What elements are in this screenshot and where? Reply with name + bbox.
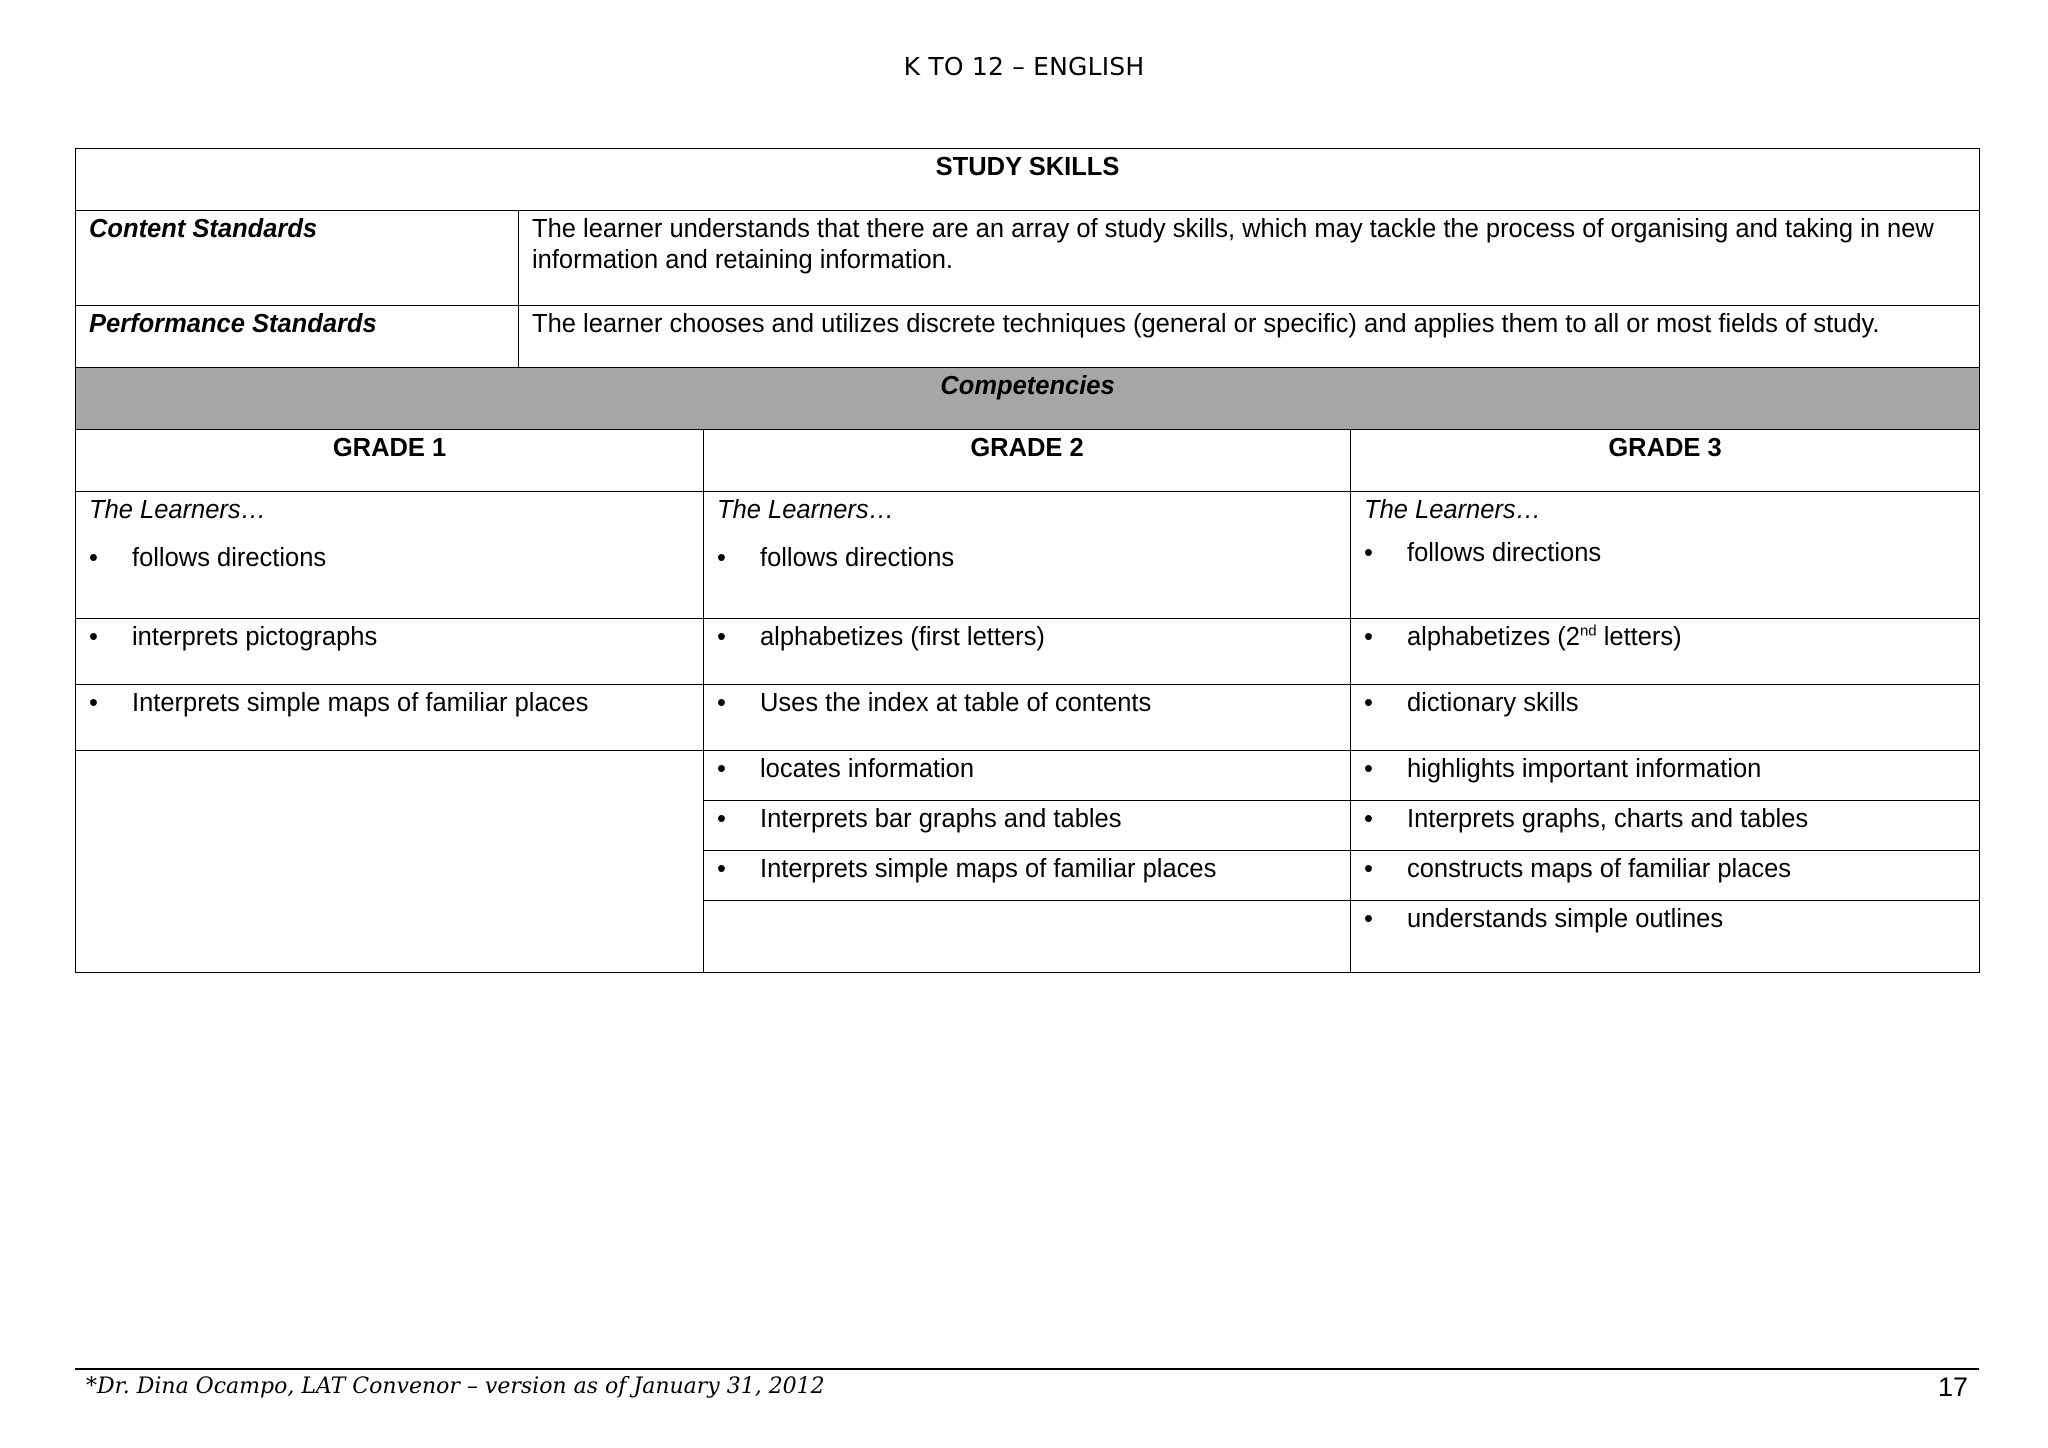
bullet-icon: • — [1364, 689, 1373, 717]
grade-3-cell — [1351, 901, 1980, 973]
grade-1-cell — [76, 685, 704, 751]
list-item — [89, 688, 690, 719]
grade-2-cell — [704, 851, 1351, 901]
learners-intro: The Learners… — [1364, 496, 1542, 524]
list-item — [717, 754, 1337, 785]
performance-standards-text: The learner chooses and utilizes discrete techniques (general or specific) and applies them to all or most fields of study. — [519, 306, 1980, 368]
grade-2-empty-cell — [704, 901, 1351, 973]
content-standards-label: Content Standards — [76, 211, 519, 306]
bullet-icon: • — [1364, 539, 1373, 567]
bullet-icon: • — [89, 623, 98, 651]
list-item — [717, 543, 1337, 574]
performance-standards-row — [76, 306, 1980, 368]
competencies-label: Competencies — [76, 368, 1980, 430]
list-item — [1364, 854, 1966, 885]
list-item-text: understands simple outlines — [1407, 905, 1724, 933]
list-item — [717, 622, 1337, 653]
list-item — [1364, 904, 1966, 935]
grade-3-cell — [1351, 685, 1980, 751]
grade-2-cell — [704, 751, 1351, 801]
page-header: K TO 12 – ENGLISH — [903, 52, 1145, 81]
grade-2-cell — [704, 685, 1351, 751]
table-title-row — [76, 149, 1980, 211]
table-row — [76, 492, 1980, 619]
list-item-text: Uses the index at table of contents — [760, 689, 1152, 717]
list-item-text: constructs maps of familiar places — [1407, 855, 1792, 883]
competencies-row — [76, 368, 1980, 430]
footer-text: *Dr. Dina Ocampo, LAT Convenor – version as of January 31, 2012 — [86, 1374, 825, 1399]
grade-1-cell — [76, 619, 704, 685]
table-title: STUDY SKILLS — [76, 149, 1980, 211]
list-item-text: follows directions — [132, 544, 327, 572]
list-item-text: Interprets bar graphs and tables — [760, 805, 1122, 833]
list-item — [1364, 804, 1966, 835]
list-item-text: follows directions — [1407, 539, 1602, 567]
list-item — [717, 688, 1337, 719]
footer-divider — [75, 1368, 1979, 1370]
table-row — [76, 619, 1980, 685]
content-standards-row — [76, 211, 1980, 306]
list-item-text: follows directions — [760, 544, 955, 572]
content-standards-text: The learner understands that there are an array of study skills, which may tackle the process of organising and taking in new information and retaining information. — [519, 211, 1980, 306]
list-item-text: Interprets graphs, charts and tables — [1407, 805, 1809, 833]
ordinal-suffix: nd — [1579, 622, 1597, 640]
bullet-icon: • — [1364, 623, 1373, 651]
study-skills-table — [75, 148, 1980, 973]
bullet-icon: • — [717, 623, 726, 651]
bullet-icon: • — [717, 544, 726, 572]
page-number: 17 — [1937, 1372, 1968, 1402]
bullet-icon: • — [1364, 755, 1373, 783]
grade-2-cell — [704, 619, 1351, 685]
learners-intro: The Learners… — [89, 496, 267, 524]
list-item — [89, 543, 690, 574]
grade-3-cell — [1351, 619, 1980, 685]
list-item-text: Interprets simple maps of familiar places — [132, 689, 589, 717]
grade-3-cell — [1351, 851, 1980, 901]
grade-3-cell — [1351, 801, 1980, 851]
grade-2-cell — [704, 492, 1351, 619]
bullet-icon: • — [89, 544, 98, 572]
grade-3-header: GRADE 3 — [1351, 430, 1980, 492]
grade-2-header: GRADE 2 — [704, 430, 1351, 492]
list-item — [89, 622, 690, 653]
list-item — [1364, 622, 1966, 653]
list-item — [717, 804, 1337, 835]
bullet-icon: • — [1364, 905, 1373, 933]
table-row — [76, 751, 1980, 801]
grade-3-cell — [1351, 751, 1980, 801]
list-item-text: alphabetizes (first letters) — [760, 623, 1045, 651]
grades-header-row — [76, 430, 1980, 492]
bullet-icon: • — [717, 805, 726, 833]
grade-3-cell — [1351, 492, 1980, 619]
list-item-text: Interprets simple maps of familiar places — [760, 855, 1217, 883]
bullet-icon: • — [89, 689, 98, 717]
alpha-suffix: letters) — [1596, 623, 1682, 651]
performance-standards-label: Performance Standards — [76, 306, 519, 368]
grade-1-cell — [76, 492, 704, 619]
table-row — [76, 685, 1980, 751]
list-item — [717, 854, 1337, 885]
grade-1-empty-cell — [76, 751, 704, 973]
list-item-text: locates information — [760, 755, 975, 783]
list-item — [1364, 538, 1966, 569]
list-item-text — [1407, 622, 1682, 653]
grade-2-cell — [704, 801, 1351, 851]
list-item — [1364, 754, 1966, 785]
alpha-prefix: alphabetizes (2 — [1407, 623, 1580, 651]
bullet-icon: • — [1364, 855, 1373, 883]
bullet-icon: • — [717, 755, 726, 783]
list-item-text: highlights important information — [1407, 755, 1762, 783]
list-item-text: interprets pictographs — [132, 623, 378, 651]
learners-intro: The Learners… — [717, 496, 895, 524]
bullet-icon: • — [1364, 805, 1373, 833]
list-item-text: dictionary skills — [1407, 689, 1579, 717]
grade-1-header: GRADE 1 — [76, 430, 704, 492]
list-item — [1364, 688, 1966, 719]
bullet-icon: • — [717, 689, 726, 717]
bullet-icon: • — [717, 855, 726, 883]
